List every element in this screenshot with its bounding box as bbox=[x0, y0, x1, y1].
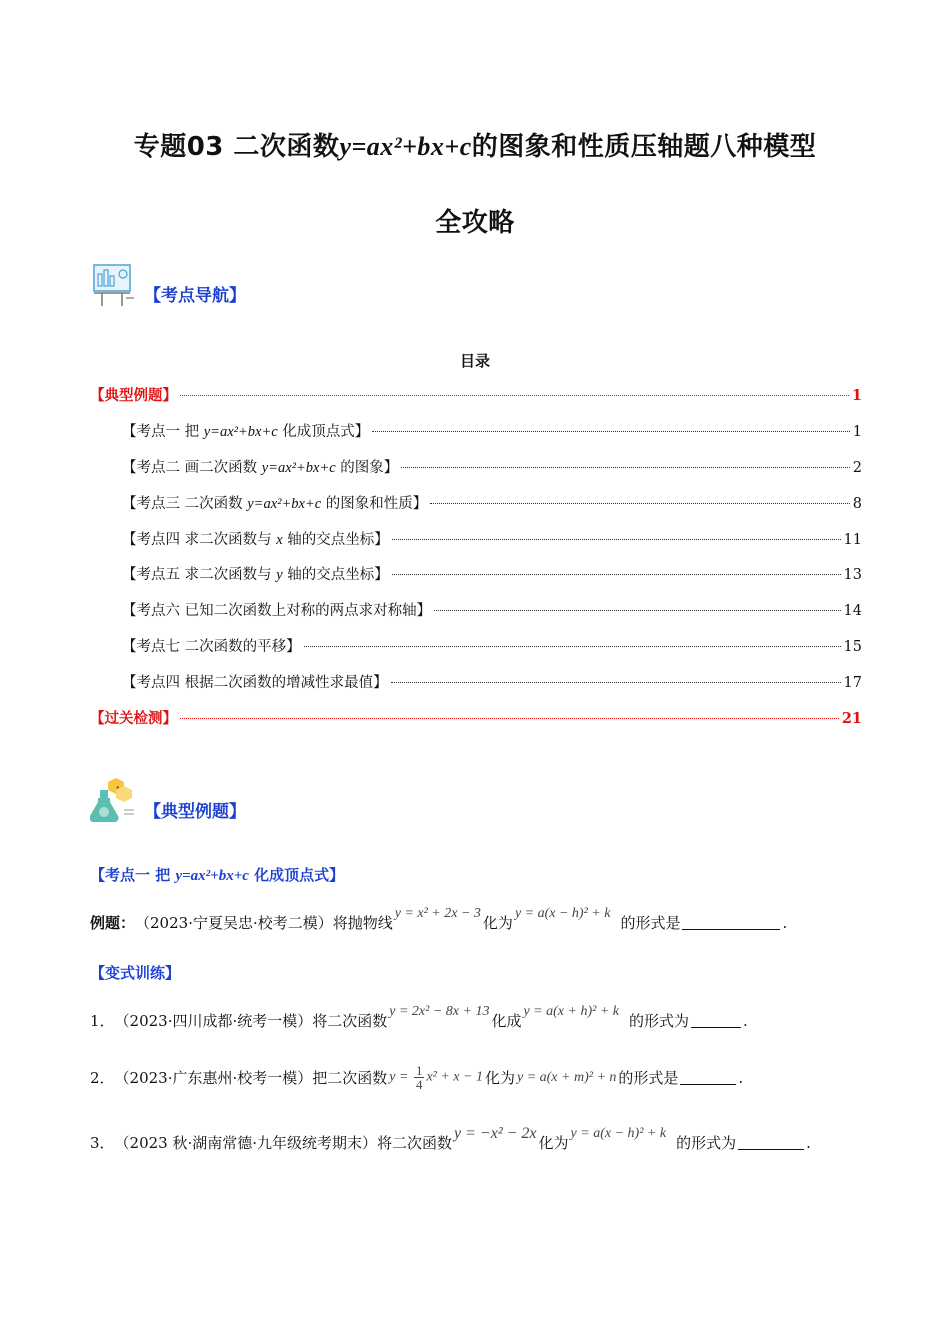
q2-eq1: y = $\frac{1}{4}$ x² + x − 1 bbox=[389, 1063, 483, 1092]
question-2: 2． （2023·广东惠州·校考一模）把二次函数 y = $\frac{1}{4}$ x² + x − 1 化为 y = a(x + m)² + n 的形式是 . bbox=[90, 1063, 744, 1092]
toc-heading: 目录 bbox=[459, 352, 490, 370]
answer-blank[interactable] bbox=[738, 1135, 804, 1150]
flask-icon bbox=[90, 776, 136, 824]
document-title-line2: 全攻略 bbox=[435, 208, 515, 238]
q1-eq2: y = a(x + h)² + k bbox=[523, 1003, 619, 1019]
toc-entry-kaodian3[interactable]: 【考点三 二次函数 y=ax²+bx+c 的图象和性质】 8 bbox=[122, 496, 862, 512]
toc-entry-examples[interactable]: 【典型例题】 1 bbox=[90, 387, 862, 404]
kaodian1-heading: 【考点一 把 y=ax²+bx+c 化成顶点式】 bbox=[90, 866, 345, 884]
question-3: 3． （2023 秋·湖南常德·九年级统考期末）将二次函数 y = −x² − 2x 化为 y = a(x − h)² + k 的形式为 . bbox=[90, 1124, 811, 1152]
toc-entry-kaodian7[interactable]: 【考点七 二次函数的平移】 15 bbox=[122, 639, 862, 655]
document-title-line1: 专题03 二次函数y=ax²+bx+c的图象和性质压轴题八种模型 bbox=[133, 132, 817, 162]
nav-section-header bbox=[90, 262, 246, 308]
q3-eq2: y = a(x − h)² + k bbox=[570, 1125, 667, 1141]
example-eq2: y = a(x − h)² + k bbox=[514, 905, 611, 921]
variant-training-heading: 【变式训练】 bbox=[90, 964, 181, 982]
example-eq1: y = x² + 2x − 3 bbox=[394, 905, 481, 921]
q3-eq1: y = −x² − 2x bbox=[454, 1124, 537, 1142]
toc-entry-kaodian6[interactable]: 【考点六 已知二次函数上对称的两点求对称轴】 14 bbox=[122, 603, 862, 619]
q1-eq1: y = 2x² − 8x + 13 bbox=[389, 1003, 490, 1019]
question-1: 1． （2023·四川成都·统考一模）将二次函数 y = 2x² − 8x + 13 化成 y = a(x + h)² + k 的形式为 . bbox=[90, 1003, 748, 1030]
toc-entry-review[interactable]: 【过关检测】 21 bbox=[90, 710, 862, 727]
q2-eq2: y = a(x + m)² + n bbox=[516, 1069, 617, 1085]
nav-label: 【考点导航】 bbox=[144, 286, 246, 306]
title-formula: y=ax²+bx+c bbox=[339, 132, 472, 161]
toc-entry-kaodian5[interactable]: 【考点五 求二次函数与 y 轴的交点坐标】 13 bbox=[122, 567, 862, 583]
toc-entry-kaodian2[interactable]: 【考点二 画二次函数 y=ax²+bx+c 的图象】 2 bbox=[122, 460, 862, 476]
example-section-header bbox=[90, 776, 246, 824]
toc-entry-kaodian4[interactable]: 【考点四 求二次函数与 x 轴的交点坐标】 11 bbox=[122, 532, 862, 548]
example-question: 例题： （2023·宁夏吴忠·校考二模）将抛物线 y = x² + 2x − 3 化为 y = a(x − h)² + k 的形式是 . bbox=[90, 905, 788, 932]
answer-blank[interactable] bbox=[680, 1070, 736, 1085]
toc-entry-kaodian1[interactable]: 【考点一 把 y=ax²+bx+c 化成顶点式】 1 bbox=[122, 424, 862, 440]
toc-entry-kaodian8[interactable]: 【考点四 根据二次函数的增减性求最值】 17 bbox=[122, 675, 862, 691]
answer-blank[interactable] bbox=[682, 915, 780, 930]
teaching-board-icon bbox=[90, 262, 136, 308]
example-section-label: 【典型例题】 bbox=[144, 802, 246, 822]
answer-blank[interactable] bbox=[691, 1013, 741, 1028]
